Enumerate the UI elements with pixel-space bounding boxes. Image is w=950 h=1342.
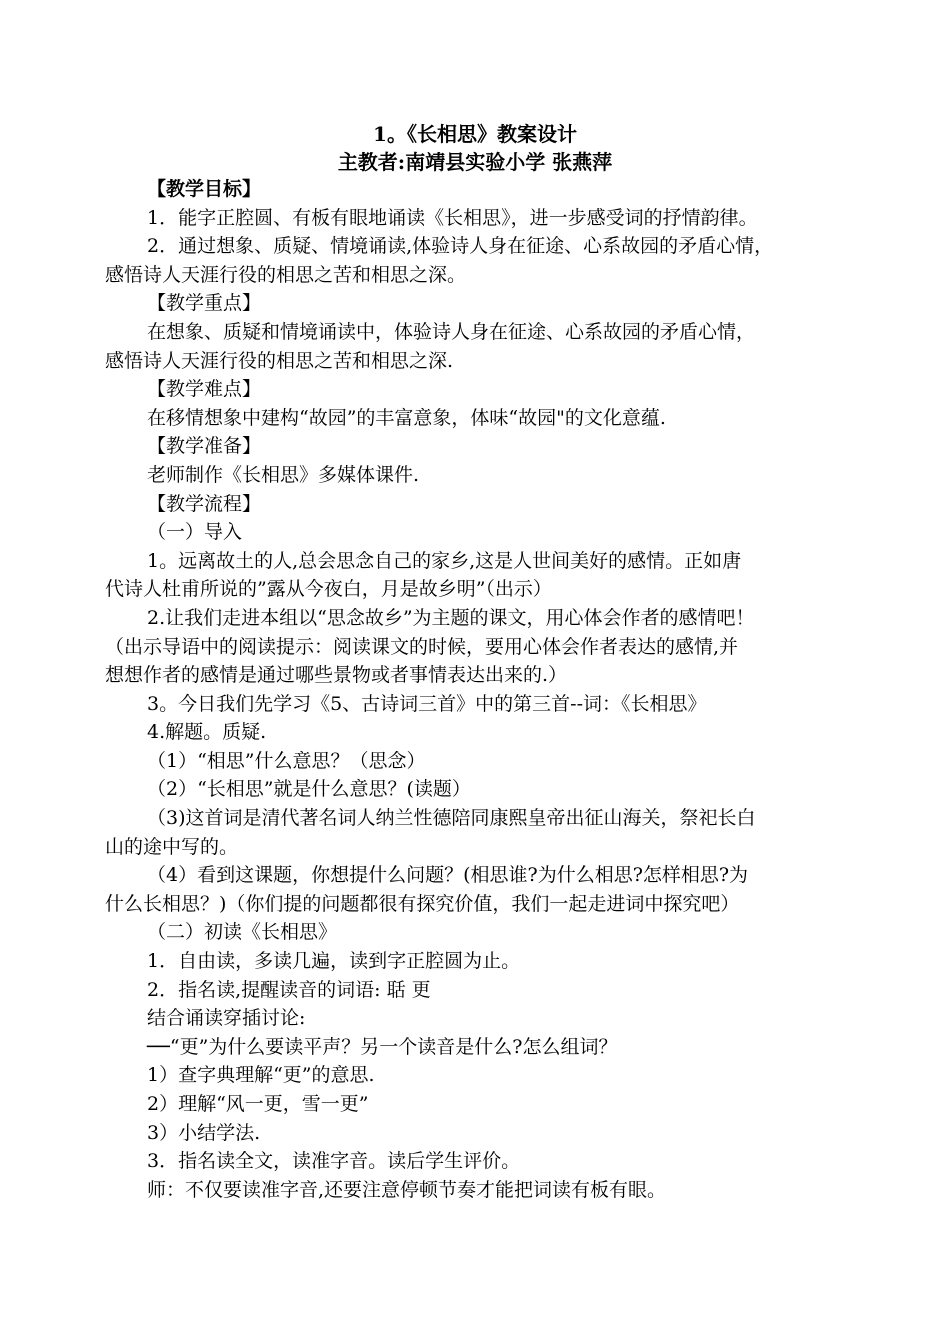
- document-author: 主教者:南靖县实验小学 张燕萍: [337, 150, 613, 174]
- paragraph-line: 师：不仅要读准字音,还要注意停顿节奏才能把词读有板有眼。: [147, 1178, 667, 1201]
- paragraph-line: 2）理解“风一更，雪一更”: [147, 1093, 369, 1115]
- paragraph-line: 1。远离故土的人,总会思念自己的家乡,这是人世间美好的感情。正如唐: [147, 549, 742, 572]
- paragraph-line: 1．自由读，多读几遍，读到字正腔圆为止。: [147, 950, 521, 973]
- paragraph-line: 3．指名读全文，读准字音。读后学生评价。: [147, 1150, 521, 1173]
- section-heading-preparation: 【教学准备】: [147, 435, 262, 458]
- section-heading-key-points: 【教学重点】: [147, 292, 262, 315]
- paragraph-line: 感悟诗人天涯行役的相思之苦和相思之深。: [105, 263, 467, 286]
- paragraph-line: 3）小结学法.: [147, 1121, 261, 1144]
- paragraph-line: 2．通过想象、质疑、情境诵读,体验诗人身在征途、心系故园的矛盾心情，: [147, 235, 774, 258]
- paragraph-line: 在想象、质疑和情境诵读中，体验诗人身在征途、心系故园的矛盾心情，: [147, 320, 756, 343]
- paragraph-line: 2．指名读,提醒读音的词语: 聒 更: [147, 978, 431, 1001]
- paragraph-line: （1）“相思”什么意思？（思念）: [147, 749, 426, 772]
- paragraph-line: 山的途中写的。: [105, 835, 239, 858]
- paragraph-line: 结合诵读穿插讨论:: [147, 1007, 306, 1030]
- document-body: [105, 175, 850, 1204]
- title-block: [0, 120, 950, 176]
- paragraph-line: 什么长相思？)（你们提的问题都很有探究价值，我们一起走进词中探究吧）: [105, 892, 740, 915]
- paragraph-line: 老师制作《长相思》多媒体课件.: [147, 463, 420, 486]
- paragraph-line: （3)这首词是清代著名词人纳兰性德陪同康熙皇帝出征山海关，祭祀长白: [147, 807, 756, 830]
- paragraph-line: （2）“长相思”就是什么意思？(读题）: [147, 778, 471, 801]
- document-title: 1。《长相思》教案设计: [373, 122, 577, 146]
- section-heading-difficulties: 【教学难点】: [147, 378, 262, 401]
- paragraph-line: （4）看到这课题，你想提什么问题？(相思谁?为什么相思?怎样相思?为: [147, 864, 749, 887]
- paragraph-line: 3。今日我们先学习《5、古诗词三首》中的第三首--词：《长相思》: [147, 692, 707, 715]
- subsection-heading-first-reading: （二）初读《长相思》: [147, 921, 338, 944]
- section-heading-process: 【教学流程】: [147, 492, 262, 515]
- paragraph-line: 想想作者的感情是通过哪些景物或者事情表达出来的.）: [105, 664, 568, 687]
- paragraph-line: 4.解题。质疑.: [147, 721, 267, 744]
- paragraph-line: 1）查字典理解“更”的意思.: [147, 1064, 375, 1087]
- paragraph-line: ──“更”为什么要读平声？另一个读音是什么?怎么组词？: [147, 1035, 618, 1058]
- subsection-heading-intro: （一）导入: [147, 521, 243, 544]
- paragraph-line: 2.让我们走进本组以“思念故乡”为主题的课文，用心体会作者的感情吧！: [147, 606, 755, 629]
- paragraph-line: 在移情想象中建构“故园”的丰富意象，体味“故园"的文化意蕴.: [147, 406, 666, 429]
- paragraph-line: 感悟诗人天涯行役的相思之苦和相思之深.: [105, 349, 454, 372]
- paragraph-line: 1．能字正腔圆、有板有眼地诵读《长相思》，进一步感受词的抒情韵律。: [147, 206, 758, 229]
- paragraph-line: 代诗人杜甫所说的”露从今夜白，月是故乡明”（出示）: [105, 578, 552, 601]
- paragraph-line: （出示导语中的阅读提示：阅读课文的时候，要用心体会作者表达的感情,并: [105, 635, 739, 658]
- section-heading-objectives: 【教学目标】: [147, 178, 262, 200]
